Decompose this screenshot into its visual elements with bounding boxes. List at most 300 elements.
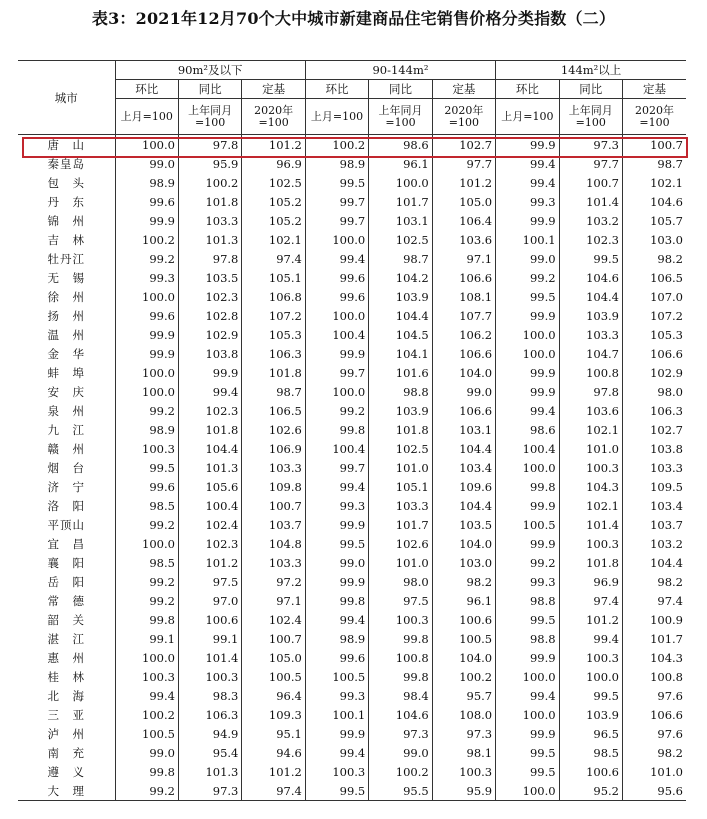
city-name: 三 亚 [47,707,85,722]
table-row [18,781,686,801]
index-value: 101.7 [369,515,432,534]
index-value: 100.0 [115,534,178,553]
index-value: 98.6 [496,420,559,439]
index-value: 108.1 [432,287,495,306]
index-value: 101.8 [559,553,622,572]
index-value: 106.6 [432,344,495,363]
col-header-yoy: 同比 [178,80,241,99]
index-value: 100.0 [115,363,178,382]
index-value: 95.6 [623,781,687,801]
index-value: 99.6 [115,192,178,211]
table-row [18,477,686,496]
table-row [18,135,686,155]
table-title: 表3：2021年12月70个大中城市新建商品住宅销售价格分类指数（二） [91,9,616,28]
index-value: 98.6 [369,135,432,155]
index-value: 99.5 [559,686,622,705]
index-value: 99.8 [115,610,178,629]
index-value: 103.6 [432,230,495,249]
index-value: 106.8 [242,287,305,306]
table-row [18,553,686,572]
index-value: 97.1 [242,591,305,610]
index-value: 95.9 [432,781,495,801]
index-value: 96.9 [559,572,622,591]
table-header [18,61,686,135]
index-value: 103.9 [559,306,622,325]
table-row [18,192,686,211]
table-row [18,268,686,287]
index-value: 104.4 [432,439,495,458]
index-value: 102.7 [623,420,687,439]
index-value: 98.9 [115,420,178,439]
index-value: 100.2 [178,173,241,192]
city-name: 桂 林 [47,669,85,684]
index-value: 98.7 [623,154,687,173]
index-value: 99.4 [115,686,178,705]
table-row [18,173,686,192]
table-row [18,629,686,648]
index-value: 100.7 [623,135,687,155]
index-value: 99.2 [115,401,178,420]
index-value: 102.5 [369,230,432,249]
index-value: 101.8 [369,420,432,439]
index-value: 106.6 [623,705,687,724]
city-name: 泸 州 [47,726,85,741]
table-row [18,306,686,325]
table-row [18,287,686,306]
index-value: 98.2 [623,572,687,591]
index-value: 100.3 [115,439,178,458]
index-value: 104.4 [623,553,687,572]
table-row [18,515,686,534]
index-value: 99.2 [496,268,559,287]
index-value: 100.3 [559,648,622,667]
index-value: 99.9 [496,496,559,515]
index-value: 99.4 [496,173,559,192]
index-value: 101.3 [178,230,241,249]
index-value: 106.9 [242,439,305,458]
index-value: 101.0 [369,458,432,477]
city-name: 岳 阳 [47,574,85,589]
index-value: 102.6 [369,534,432,553]
table-row [18,211,686,230]
city-name: 济 宁 [47,479,85,494]
index-value: 99.2 [115,515,178,534]
index-value: 102.1 [623,173,687,192]
index-value: 104.1 [369,344,432,363]
index-value: 95.5 [369,781,432,801]
city-name: 平顶山 [47,517,85,532]
index-value: 106.5 [623,268,687,287]
index-value: 99.9 [496,724,559,743]
table-row [18,325,686,344]
index-value: 103.9 [369,287,432,306]
index-value: 99.4 [305,249,368,268]
index-value: 104.2 [369,268,432,287]
table-row [18,724,686,743]
index-value: 105.6 [178,477,241,496]
index-value: 96.4 [242,686,305,705]
index-value: 99.9 [305,344,368,363]
index-value: 100.0 [496,344,559,363]
index-value: 97.6 [623,724,687,743]
city-name: 洛 阳 [47,498,85,513]
index-value: 100.5 [242,667,305,686]
index-value: 100.3 [305,762,368,781]
index-value: 99.9 [305,572,368,591]
index-value: 98.7 [242,382,305,401]
index-value: 98.9 [305,154,368,173]
index-value: 100.7 [242,496,305,515]
index-value: 99.0 [115,154,178,173]
index-value: 99.8 [305,591,368,610]
index-value: 101.2 [242,135,305,155]
index-value: 109.8 [242,477,305,496]
index-value: 96.5 [559,724,622,743]
index-value: 99.8 [369,667,432,686]
index-value: 105.1 [369,477,432,496]
index-value: 106.6 [623,344,687,363]
index-value: 100.0 [305,306,368,325]
index-value: 100.5 [496,515,559,534]
city-name: 南 充 [47,745,85,760]
index-value: 99.2 [115,249,178,268]
index-value: 98.0 [623,382,687,401]
index-value: 98.9 [115,173,178,192]
index-value: 105.3 [623,325,687,344]
index-value: 105.0 [242,648,305,667]
table-row [18,401,686,420]
city-name: 九 江 [47,422,85,437]
city-name: 襄 阳 [47,555,85,570]
city-name: 宜 昌 [47,536,85,551]
index-value: 98.4 [369,686,432,705]
index-value: 99.9 [496,382,559,401]
index-value: 106.3 [242,344,305,363]
index-value: 102.5 [369,439,432,458]
index-value: 98.8 [496,591,559,610]
index-value: 104.8 [242,534,305,553]
index-value: 99.0 [432,382,495,401]
index-value: 103.3 [369,496,432,515]
index-value: 98.5 [115,496,178,515]
index-value: 100.0 [115,382,178,401]
index-value: 107.0 [623,287,687,306]
index-value: 101.7 [369,192,432,211]
table-row [18,154,686,173]
index-value: 104.6 [559,268,622,287]
index-value: 103.1 [432,420,495,439]
index-value: 103.5 [178,268,241,287]
index-value: 100.2 [432,667,495,686]
group-header-small: 90m²及以下 [115,61,305,80]
index-value: 106.2 [432,325,495,344]
price-index-table [18,60,686,801]
index-value: 97.2 [242,572,305,591]
index-value: 99.9 [305,724,368,743]
index-value: 100.8 [623,667,687,686]
index-value: 100.3 [178,667,241,686]
index-value: 95.7 [432,686,495,705]
index-value: 100.7 [242,629,305,648]
index-value: 99.7 [305,458,368,477]
index-value: 99.5 [305,534,368,553]
index-value: 105.2 [242,211,305,230]
index-value: 101.3 [178,458,241,477]
index-value: 104.4 [559,287,622,306]
index-value: 99.0 [305,553,368,572]
index-value: 100.3 [369,610,432,629]
col-header-base: 定基 [242,80,305,99]
index-value: 99.9 [115,325,178,344]
index-value: 103.9 [369,401,432,420]
index-value: 96.1 [432,591,495,610]
table-row [18,363,686,382]
index-value: 103.0 [432,553,495,572]
index-value: 104.0 [432,363,495,382]
city-name: 惠 州 [47,650,85,665]
index-value: 103.3 [623,458,687,477]
index-value: 100.4 [305,325,368,344]
col-header-base: 定基 [432,80,495,99]
index-value: 100.0 [496,325,559,344]
index-value: 95.1 [242,724,305,743]
index-value: 97.4 [559,591,622,610]
base-label-mom: 上月=100 [305,99,368,135]
col-header-yoy: 同比 [559,80,622,99]
index-value: 95.9 [178,154,241,173]
index-value: 99.9 [496,306,559,325]
col-header-mom: 环比 [115,80,178,99]
group-header-medium: 90-144m² [305,61,495,80]
index-value: 99.4 [496,401,559,420]
index-value: 100.4 [305,439,368,458]
index-value: 99.9 [496,363,559,382]
index-value: 99.2 [115,572,178,591]
index-value: 106.6 [432,401,495,420]
index-value: 101.0 [559,439,622,458]
city-name: 大 理 [47,783,85,798]
index-value: 101.0 [623,762,687,781]
index-value: 99.5 [496,743,559,762]
index-value: 99.3 [305,496,368,515]
index-value: 101.4 [559,192,622,211]
index-value: 103.3 [178,211,241,230]
index-value: 99.0 [369,743,432,762]
index-value: 98.2 [623,743,687,762]
index-value: 105.1 [242,268,305,287]
index-value: 101.4 [178,648,241,667]
index-value: 100.0 [496,705,559,724]
index-value: 104.0 [432,648,495,667]
city-name: 包 头 [47,175,85,190]
index-value: 99.6 [305,268,368,287]
index-value: 101.8 [242,363,305,382]
index-value: 102.3 [178,287,241,306]
index-value: 98.5 [115,553,178,572]
index-value: 100.2 [305,135,368,155]
table-row [18,591,686,610]
index-value: 103.3 [559,325,622,344]
table-row [18,743,686,762]
index-value: 100.0 [369,173,432,192]
city-name: 遵 义 [47,764,85,779]
table-row [18,705,686,724]
index-value: 103.4 [623,496,687,515]
index-value: 99.7 [305,192,368,211]
index-value: 102.1 [559,420,622,439]
index-value: 101.2 [559,610,622,629]
index-value: 99.5 [305,173,368,192]
index-value: 100.0 [305,382,368,401]
index-value: 101.0 [369,553,432,572]
index-value: 101.2 [178,553,241,572]
index-value: 99.9 [496,534,559,553]
index-value: 103.8 [178,344,241,363]
city-name: 金 华 [47,346,85,361]
col-header-mom: 环比 [305,80,368,99]
index-value: 99.7 [305,211,368,230]
city-name: 北 海 [47,688,85,703]
index-value: 98.8 [496,629,559,648]
group-header-large: 144m²以上 [496,61,686,80]
index-value: 97.3 [178,781,241,801]
index-value: 99.9 [305,515,368,534]
index-value: 104.5 [369,325,432,344]
city-name: 锦 州 [47,213,85,228]
index-value: 99.4 [496,154,559,173]
index-value: 99.5 [496,762,559,781]
index-value: 104.7 [559,344,622,363]
index-value: 100.0 [305,230,368,249]
index-value: 99.5 [496,610,559,629]
index-value: 97.4 [242,249,305,268]
index-value: 100.4 [496,439,559,458]
city-name: 安 庆 [47,384,85,399]
city-name: 扬 州 [47,308,85,323]
index-value: 103.2 [623,534,687,553]
index-value: 100.1 [305,705,368,724]
index-value: 104.6 [623,192,687,211]
index-value: 94.6 [242,743,305,762]
index-value: 100.0 [496,458,559,477]
index-value: 103.1 [369,211,432,230]
city-name: 温 州 [47,327,85,342]
index-value: 102.1 [559,496,622,515]
index-value: 100.8 [559,363,622,382]
index-value: 103.6 [559,401,622,420]
index-value: 100.7 [559,173,622,192]
index-value: 99.3 [305,686,368,705]
city-name: 蚌 埠 [47,365,85,380]
index-value: 97.1 [432,249,495,268]
index-value: 109.5 [623,477,687,496]
index-value: 100.0 [496,667,559,686]
index-value: 99.9 [496,211,559,230]
index-value: 109.6 [432,477,495,496]
index-value: 106.5 [242,401,305,420]
base-label-mom: 上月=100 [115,99,178,135]
index-value: 97.3 [559,135,622,155]
index-value: 99.4 [305,743,368,762]
index-value: 100.8 [369,648,432,667]
index-value: 102.4 [178,515,241,534]
table-row [18,762,686,781]
index-value: 99.3 [496,572,559,591]
index-value: 99.0 [115,743,178,762]
table-row [18,382,686,401]
base-label-yoy: 上年同月=100 [559,99,622,135]
col-header-mom: 环比 [496,80,559,99]
index-value: 105.0 [432,192,495,211]
city-name: 常 德 [47,593,85,608]
index-value: 104.3 [623,648,687,667]
index-value: 97.8 [178,249,241,268]
index-value: 97.7 [432,154,495,173]
index-value: 101.8 [178,420,241,439]
index-value: 102.3 [178,534,241,553]
city-name: 吉 林 [47,232,85,247]
index-value: 100.0 [115,287,178,306]
city-name: 秦皇岛 [47,156,85,171]
index-value: 99.9 [115,344,178,363]
index-value: 99.5 [559,249,622,268]
index-value: 99.9 [115,211,178,230]
index-value: 104.4 [178,439,241,458]
index-value: 107.2 [242,306,305,325]
index-value: 103.2 [559,211,622,230]
index-value: 104.4 [369,306,432,325]
index-value: 101.7 [623,629,687,648]
index-value: 106.4 [432,211,495,230]
index-value: 100.2 [115,705,178,724]
index-value: 102.7 [432,135,495,155]
index-value: 100.1 [496,230,559,249]
index-value: 103.7 [623,515,687,534]
index-value: 100.0 [115,135,178,155]
index-value: 94.9 [178,724,241,743]
index-value: 100.0 [115,648,178,667]
index-value: 98.2 [623,249,687,268]
city-name: 唐 山 [47,137,85,152]
index-value: 102.3 [178,401,241,420]
index-value: 102.9 [623,363,687,382]
index-value: 97.0 [178,591,241,610]
index-value: 97.3 [369,724,432,743]
city-name: 赣 州 [47,441,85,456]
index-value: 106.3 [623,401,687,420]
index-value: 105.7 [623,211,687,230]
index-value: 98.8 [369,382,432,401]
table-row [18,667,686,686]
index-value: 99.5 [115,458,178,477]
index-value: 97.5 [178,572,241,591]
index-value: 108.0 [432,705,495,724]
table-row [18,534,686,553]
index-value: 100.3 [559,534,622,553]
index-value: 97.5 [369,591,432,610]
index-value: 99.1 [115,629,178,648]
index-value: 98.0 [369,572,432,591]
index-value: 103.5 [432,515,495,534]
table-row [18,420,686,439]
index-value: 104.0 [432,534,495,553]
index-value: 106.6 [432,268,495,287]
index-value: 100.9 [623,610,687,629]
index-value: 102.1 [242,230,305,249]
city-name: 韶 关 [47,612,85,627]
index-value: 102.8 [178,306,241,325]
index-value: 95.4 [178,743,241,762]
